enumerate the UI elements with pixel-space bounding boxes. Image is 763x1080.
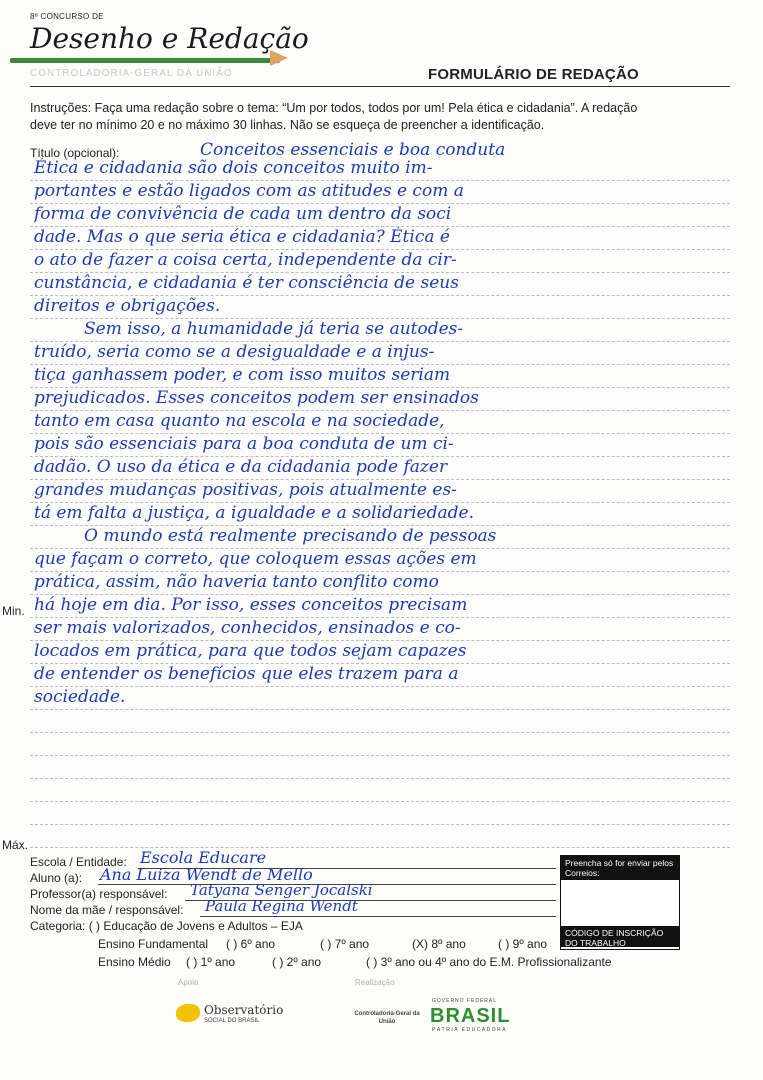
essay-line: dade. Mas o que seria ética e cidadania? Ética é bbox=[34, 227, 450, 247]
observatorio-sub: SOCIAL DO BRASIL bbox=[204, 1018, 260, 1024]
essay-line: cunstância, e cidadania é ter consciência de seus bbox=[34, 273, 459, 293]
essay-line: prática, assim, não haveria tanto conflito como bbox=[34, 572, 439, 592]
student-value: Ana Luiza Wendt de Mello bbox=[100, 865, 313, 884]
medio-label: Ensino Médio bbox=[98, 955, 171, 969]
mail-note: Preencha só for enviar pelos Correios: bbox=[561, 856, 679, 880]
code-label: CÓDIGO DE INSCRIÇÃO DO TRABALHO bbox=[561, 926, 679, 947]
student-label: Aluno (a): bbox=[30, 871, 83, 885]
essay-line: O mundo está realmente precisando de pessoas bbox=[84, 526, 497, 546]
essay-line: locados em prática, para que todos sejam capazes bbox=[34, 641, 467, 661]
essay-line: tanto em casa quanto na escola e na sociedade, bbox=[34, 411, 445, 431]
fundamental-option-6[interactable]: ( ) 6º ano bbox=[226, 937, 276, 951]
ruled-line bbox=[30, 847, 730, 848]
essay-line: que façam o correto, que coloquem essas ações em bbox=[34, 549, 477, 569]
ruled-line bbox=[30, 778, 730, 779]
essay-line: grandes mudanças positivas, pois atualmente es- bbox=[34, 480, 457, 500]
essay-line: portantes e estão ligados com as atitudes e com a bbox=[34, 181, 464, 201]
ruled-line bbox=[30, 709, 730, 710]
ruled-line bbox=[30, 732, 730, 733]
mother-line bbox=[200, 916, 556, 917]
title-handwritten: Conceitos essenciais e boa conduta bbox=[200, 140, 506, 160]
instructions bbox=[30, 100, 740, 134]
essay-line: o ato de fazer a coisa certa, independente da cir- bbox=[34, 250, 457, 270]
medio-option-1[interactable]: ( ) 1º ano bbox=[186, 955, 236, 969]
min-label: Min. bbox=[2, 604, 25, 618]
fundamental-label: Ensino Fundamental bbox=[98, 937, 209, 951]
contest-title: Desenho e Redação bbox=[30, 22, 309, 55]
essay-line: prejudicados. Esses conceitos podem ser ensinados bbox=[34, 388, 479, 408]
school-value: Escola Educare bbox=[140, 848, 267, 867]
apoio-caption: Apoio bbox=[178, 978, 199, 987]
header-divider bbox=[30, 86, 730, 87]
ruled-line bbox=[30, 824, 730, 825]
fundamental-option-8[interactable]: (X) 8º ano bbox=[412, 937, 466, 951]
brasil-logo: BRASIL bbox=[430, 1005, 511, 1027]
gov-bottom: PÁTRIA EDUCADORA bbox=[432, 1027, 508, 1033]
mother-label: Nome da mãe / responsável: bbox=[30, 903, 184, 917]
mail-code-box bbox=[560, 855, 680, 950]
essay-line: tiça ganhassem poder, e com isso muitos seriam bbox=[34, 365, 451, 385]
essay-line: pois são essenciais para a boa conduta de um ci- bbox=[34, 434, 454, 454]
observatorio-logo-icon bbox=[176, 1004, 200, 1022]
max-label: Máx. bbox=[2, 838, 29, 852]
medio-option-2[interactable]: ( ) 2º ano bbox=[272, 955, 322, 969]
medio-option-3[interactable]: ( ) 3º ano ou 4º ano do E.M. Profissionalizante bbox=[366, 955, 612, 969]
essay-line: tá em falta a justiça, a igualdade e a solidariedade. bbox=[34, 503, 474, 523]
gov-top: GOVERNO FEDERAL bbox=[432, 998, 498, 1004]
form-title: FORMULÁRIO DE REDAÇÃO bbox=[428, 66, 639, 83]
instructions-line-1: Instruções: Faça uma redação sobre o tema: “Um por todos, todos por um! Pela ética e cidadania”. A redação bbox=[30, 101, 638, 115]
pencil-tip-icon bbox=[270, 50, 288, 66]
essay-line: ser mais valorizados, conhecidos, ensinados e co- bbox=[34, 618, 461, 638]
teacher-value: Tatyana Senger Jocalski bbox=[190, 881, 373, 899]
ruled-line bbox=[30, 801, 730, 802]
cgu-logo: Controladoria-Geral da União bbox=[354, 1011, 420, 1025]
category-label: Categoria: ( ) Educação de Jovens e Adultos – EJA bbox=[30, 919, 303, 933]
org-faded: CONTROLADORIA-GERAL DA UNIÃO bbox=[30, 68, 233, 79]
mother-value: Paula Regina Wendt bbox=[205, 897, 358, 915]
ruled-line bbox=[30, 755, 730, 756]
essay-line: forma de convivência de cada um dentro da soci bbox=[34, 204, 452, 224]
essay-line: de entender os benefícios que eles trazem para a bbox=[34, 664, 459, 684]
mail-code-area[interactable] bbox=[561, 880, 679, 926]
title-label: Título (opcional): bbox=[30, 146, 120, 160]
essay-line: direitos e obrigações. bbox=[34, 296, 221, 316]
contest-edition: 8º CONCURSO DE bbox=[30, 12, 104, 21]
teacher-label: Professor(a) responsável: bbox=[30, 887, 168, 901]
pencil-icon bbox=[10, 58, 280, 63]
fundamental-option-9[interactable]: ( ) 9º ano bbox=[498, 937, 548, 951]
observatorio-name: Observatório bbox=[204, 1003, 284, 1017]
essay-line: dadão. O uso da ética e da cidadania pode fazer bbox=[34, 457, 448, 477]
realizacao-caption: Realização bbox=[355, 978, 395, 987]
essay-line: há hoje em dia. Por isso, esses conceitos precisam bbox=[34, 595, 468, 615]
instructions-line-2: deve ter no mínimo 20 e no máximo 30 linhas. Não se esqueça de preencher a identificação. bbox=[30, 118, 545, 132]
essay-line: sociedade. bbox=[34, 687, 126, 707]
essay-line: Sem isso, a humanidade já teria se autodes- bbox=[84, 319, 464, 339]
fundamental-option-7[interactable]: ( ) 7º ano bbox=[320, 937, 370, 951]
essay-line: Ética e cidadania são dois conceitos muito im- bbox=[34, 158, 433, 178]
essay-line: truído, seria como se a desigualdade e a injus- bbox=[34, 342, 435, 362]
school-label: Escola / Entidade: bbox=[30, 855, 127, 869]
